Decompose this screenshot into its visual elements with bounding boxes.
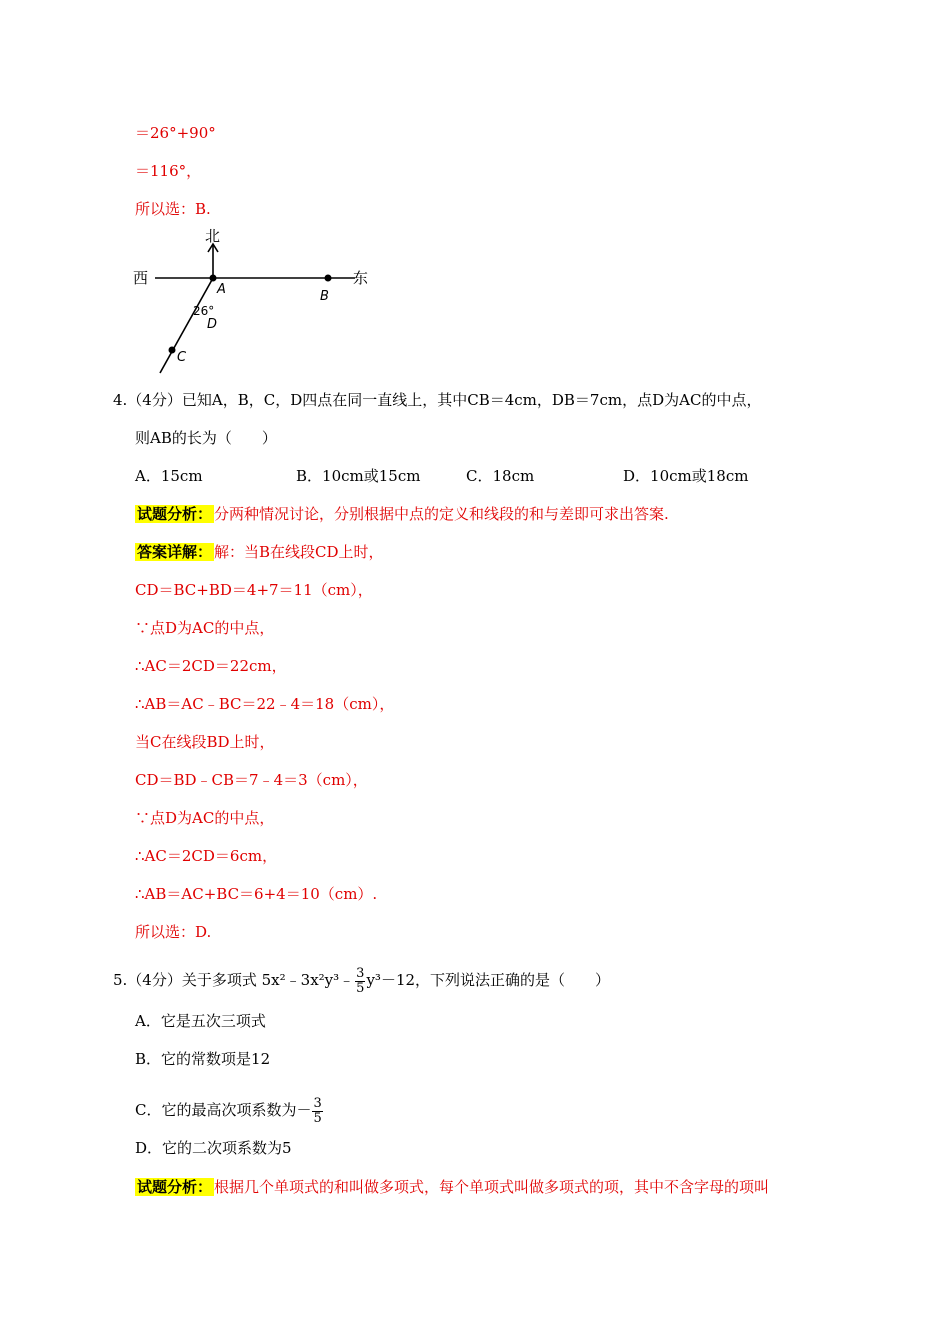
q4-stem-line2: 则AB的长为（ ） — [135, 429, 277, 447]
answer-line: ∴AB＝AC+BC＝6+4＝10（cm）. — [135, 885, 378, 903]
q5-option-d: D．它的二次项系数为5 — [135, 1139, 292, 1157]
analysis-tag: 试题分析： — [137, 505, 213, 523]
answer-line: ∴AC＝2CD＝22cm， — [135, 657, 287, 675]
q4-option-a: A．15cm — [135, 467, 203, 485]
q5-option-c-text: C．它的最高次项系数为－ — [135, 1101, 312, 1119]
answer-line: CD＝BD﹣CB＝7﹣4＝3（cm）， — [135, 771, 368, 789]
label-d: D — [207, 317, 218, 332]
answer-line: ∵点D为AC的中点， — [135, 809, 275, 827]
point-b — [325, 275, 332, 282]
label-b: B — [320, 289, 329, 304]
solution-line: 所以选：B. — [135, 200, 211, 218]
q4-option-b: B．10cm或15cm — [296, 467, 421, 485]
north-label: 北 — [205, 227, 221, 245]
point-c — [169, 347, 176, 354]
angle-label: 26° — [193, 304, 215, 318]
q5-option-b: B．它的常数项是12 — [135, 1050, 271, 1068]
q5-suffix: ，下列说法正确的是（ ） — [415, 971, 611, 989]
q5-stem — [113, 963, 610, 997]
answer-line: 所以选：D. — [135, 923, 212, 941]
q5-expr-a: 5x²﹣3x²y³﹣ — [261, 971, 355, 989]
q5-option-c-fraction — [312, 1097, 322, 1126]
q5-prefix: 5.（4分）关于多项式 — [113, 971, 257, 989]
answer-line: CD＝BC+BD＝4+7＝11（cm）， — [135, 581, 373, 599]
east-label: 东 — [353, 269, 369, 287]
fraction-numerator: 3 — [313, 1095, 322, 1111]
analysis-text: 分两种情况讨论，分别根据中点的定义和线段的和与差即可求出答案. — [214, 505, 669, 523]
q4-stem-line1: 4.（4分）已知A，B，C，D四点在同一直线上，其中CB＝4cm，DB＝7cm，点D为AC的中点， — [113, 391, 762, 409]
fraction-numerator: 3 — [356, 965, 365, 981]
answer-line: ∴AC＝2CD＝6cm， — [135, 847, 278, 865]
q5-option-a: A．它是五次三项式 — [135, 1012, 266, 1030]
west-label: 西 — [133, 269, 149, 287]
answer-line: ∵点D为AC的中点， — [135, 619, 275, 637]
solution-line: ＝26°+90° — [135, 124, 216, 142]
label-a: A — [217, 282, 226, 297]
analysis-tag: 试题分析： — [137, 1178, 213, 1196]
answer-line: 解：当B在线段CD上时， — [214, 543, 384, 561]
answer-tag: 答案详解： — [137, 543, 213, 561]
fraction-denominator: 5 — [313, 1110, 322, 1126]
q5-analysis — [135, 1177, 769, 1197]
direction-diagram — [125, 225, 385, 375]
q5-fraction — [355, 967, 365, 996]
q5-expr-b: y³－12 — [366, 971, 416, 989]
q5-option-c — [135, 1093, 324, 1127]
label-c: C — [177, 350, 187, 365]
q4-answer-first — [135, 542, 384, 562]
q4-option-c: C．18cm — [466, 467, 535, 485]
answer-line: 当C在线段BD上时， — [135, 733, 275, 751]
solution-line: ＝116°， — [135, 162, 202, 180]
answer-line: ∴AB＝AC﹣BC＝22﹣4＝18（cm）， — [135, 695, 395, 713]
q4-option-d: D．10cm或18cm — [623, 467, 749, 485]
fraction-denominator: 5 — [356, 980, 365, 996]
analysis-text: 根据几个单项式的和叫做多项式，每个单项式叫做多项式的项，其中不含字母的项叫 — [214, 1178, 770, 1196]
point-a — [210, 275, 217, 282]
q4-analysis — [135, 504, 669, 524]
ray-ac — [160, 278, 213, 373]
